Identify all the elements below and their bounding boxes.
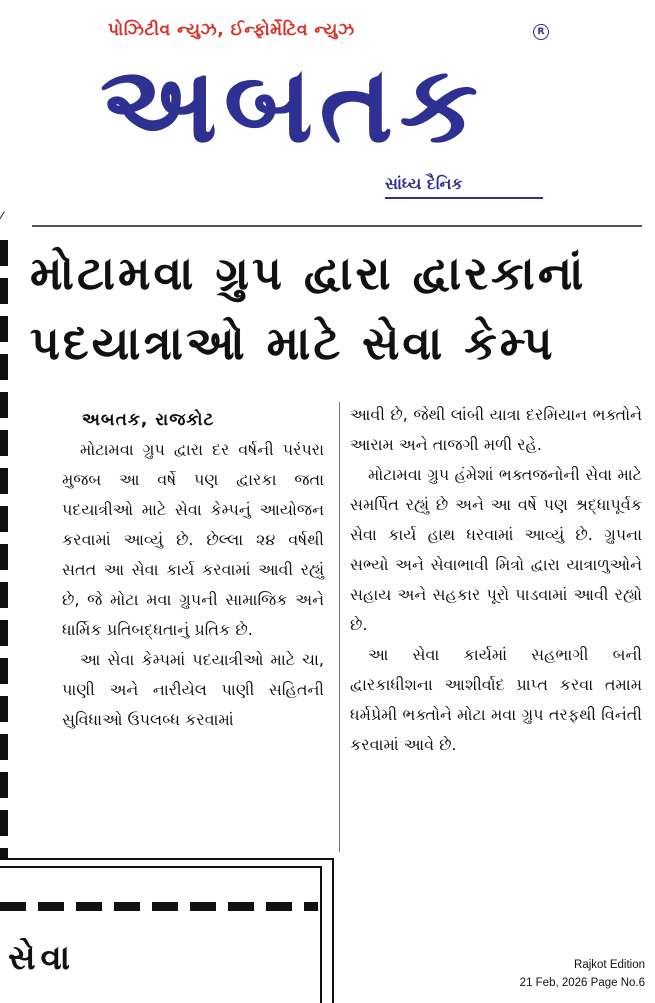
article-paragraph: આવી છે, જેથી લાંબી યાત્રા દરમિયાન ભક્તોને આરામ અને તાજગી મળી રહે.	[350, 405, 642, 454]
edition-name: Rajkot Edition	[574, 959, 645, 971]
headline-line: પદયાત્રાઓ માટે સેવા કેમ્પ	[30, 316, 556, 370]
article-paragraph: આ સેવા કાર્યમાં સહભાગી બની દ્વારકાધીશના આશીર્વાદ પ્રાપ્ત કરવા તમામ ધર્મપ્રેમી ભક્તોને મોટા મવા ગ્રુપ તરફથી વિનંતી કરવામાં આવે છે.	[350, 645, 642, 754]
header-divider	[32, 225, 642, 227]
adjacent-box-dashed-rule	[0, 902, 318, 911]
registered-mark-icon: R	[533, 24, 549, 40]
article-paragraph: મોટામવા ગ્રુપ દ્વારા દર વર્ષની પરંપરા મુજબ આ વર્ષે પણ દ્વારકા જતા પદયાત્રીઓ માટે સેવા કેમ્પનું આયોજન કરવામાં આવ્યું છે. છેલ્લા ૨૪ વર્ષથી સતત આ સેવા કાર્ય કરવામાં આવી રહ્યું છે, જે મોટા મવા ગ્રુપની સામાજિક અને ધાર્મિક પ્રતિબદ્ધતાનું પ્રતિક છે.	[62, 440, 324, 639]
adjacent-article-headline: સેવા	[8, 938, 76, 978]
masthead-tagline: પોઝિટીવ ન્યુઝ, ઈન્ફોર્મેટિવ ન્યુઝ	[108, 20, 355, 40]
dashed-border-left	[0, 240, 8, 860]
article-column-left	[62, 405, 324, 735]
headline-line: મોટામવા ગ્રુપ દ્વારા દ્વારકાનાં	[30, 246, 587, 300]
masthead-subtitle: સાંધ્ય દૈનિક	[385, 174, 463, 193]
column-divider	[339, 402, 340, 852]
article-column-right	[350, 400, 642, 760]
article-headline	[30, 238, 645, 378]
article-paragraph: આ સેવા કેમ્પમાં પદયાત્રીઓ માટે ચા, પાણી અને નારીયેલ પાણી સહિતની સુવિધાઓ ઉપલબ્ધ કરવામાં	[62, 650, 324, 729]
subtitle-underline	[385, 197, 543, 199]
adjacent-box-inner-border	[0, 866, 322, 1003]
edition-info	[520, 956, 645, 992]
newspaper-logo: અબતક	[100, 43, 485, 166]
column-body	[62, 435, 324, 735]
cut-mark-icon: ⁄	[0, 210, 3, 226]
edition-date-page: 21 Feb, 2026 Page No.6	[519, 977, 645, 989]
article-paragraph: મોટામવા ગ્રુપ હંમેશાં ભક્તજનોની સેવા માટે સમર્પિત રહ્યું છે અને આ વર્ષે પણ શ્રદ્ધાપૂર્વક સેવા કાર્ય હાથ ધરવામાં આવ્યું છે. ગ્રુપના સભ્યો અને સેવાભાવી મિત્રો દ્વારા યાત્રાળુઓને સહાય અને સહકાર પૂરો પાડવામાં આવી રહ્યો છે.	[350, 465, 642, 634]
article-byline: અબતક, રાજકોટ	[82, 410, 215, 430]
